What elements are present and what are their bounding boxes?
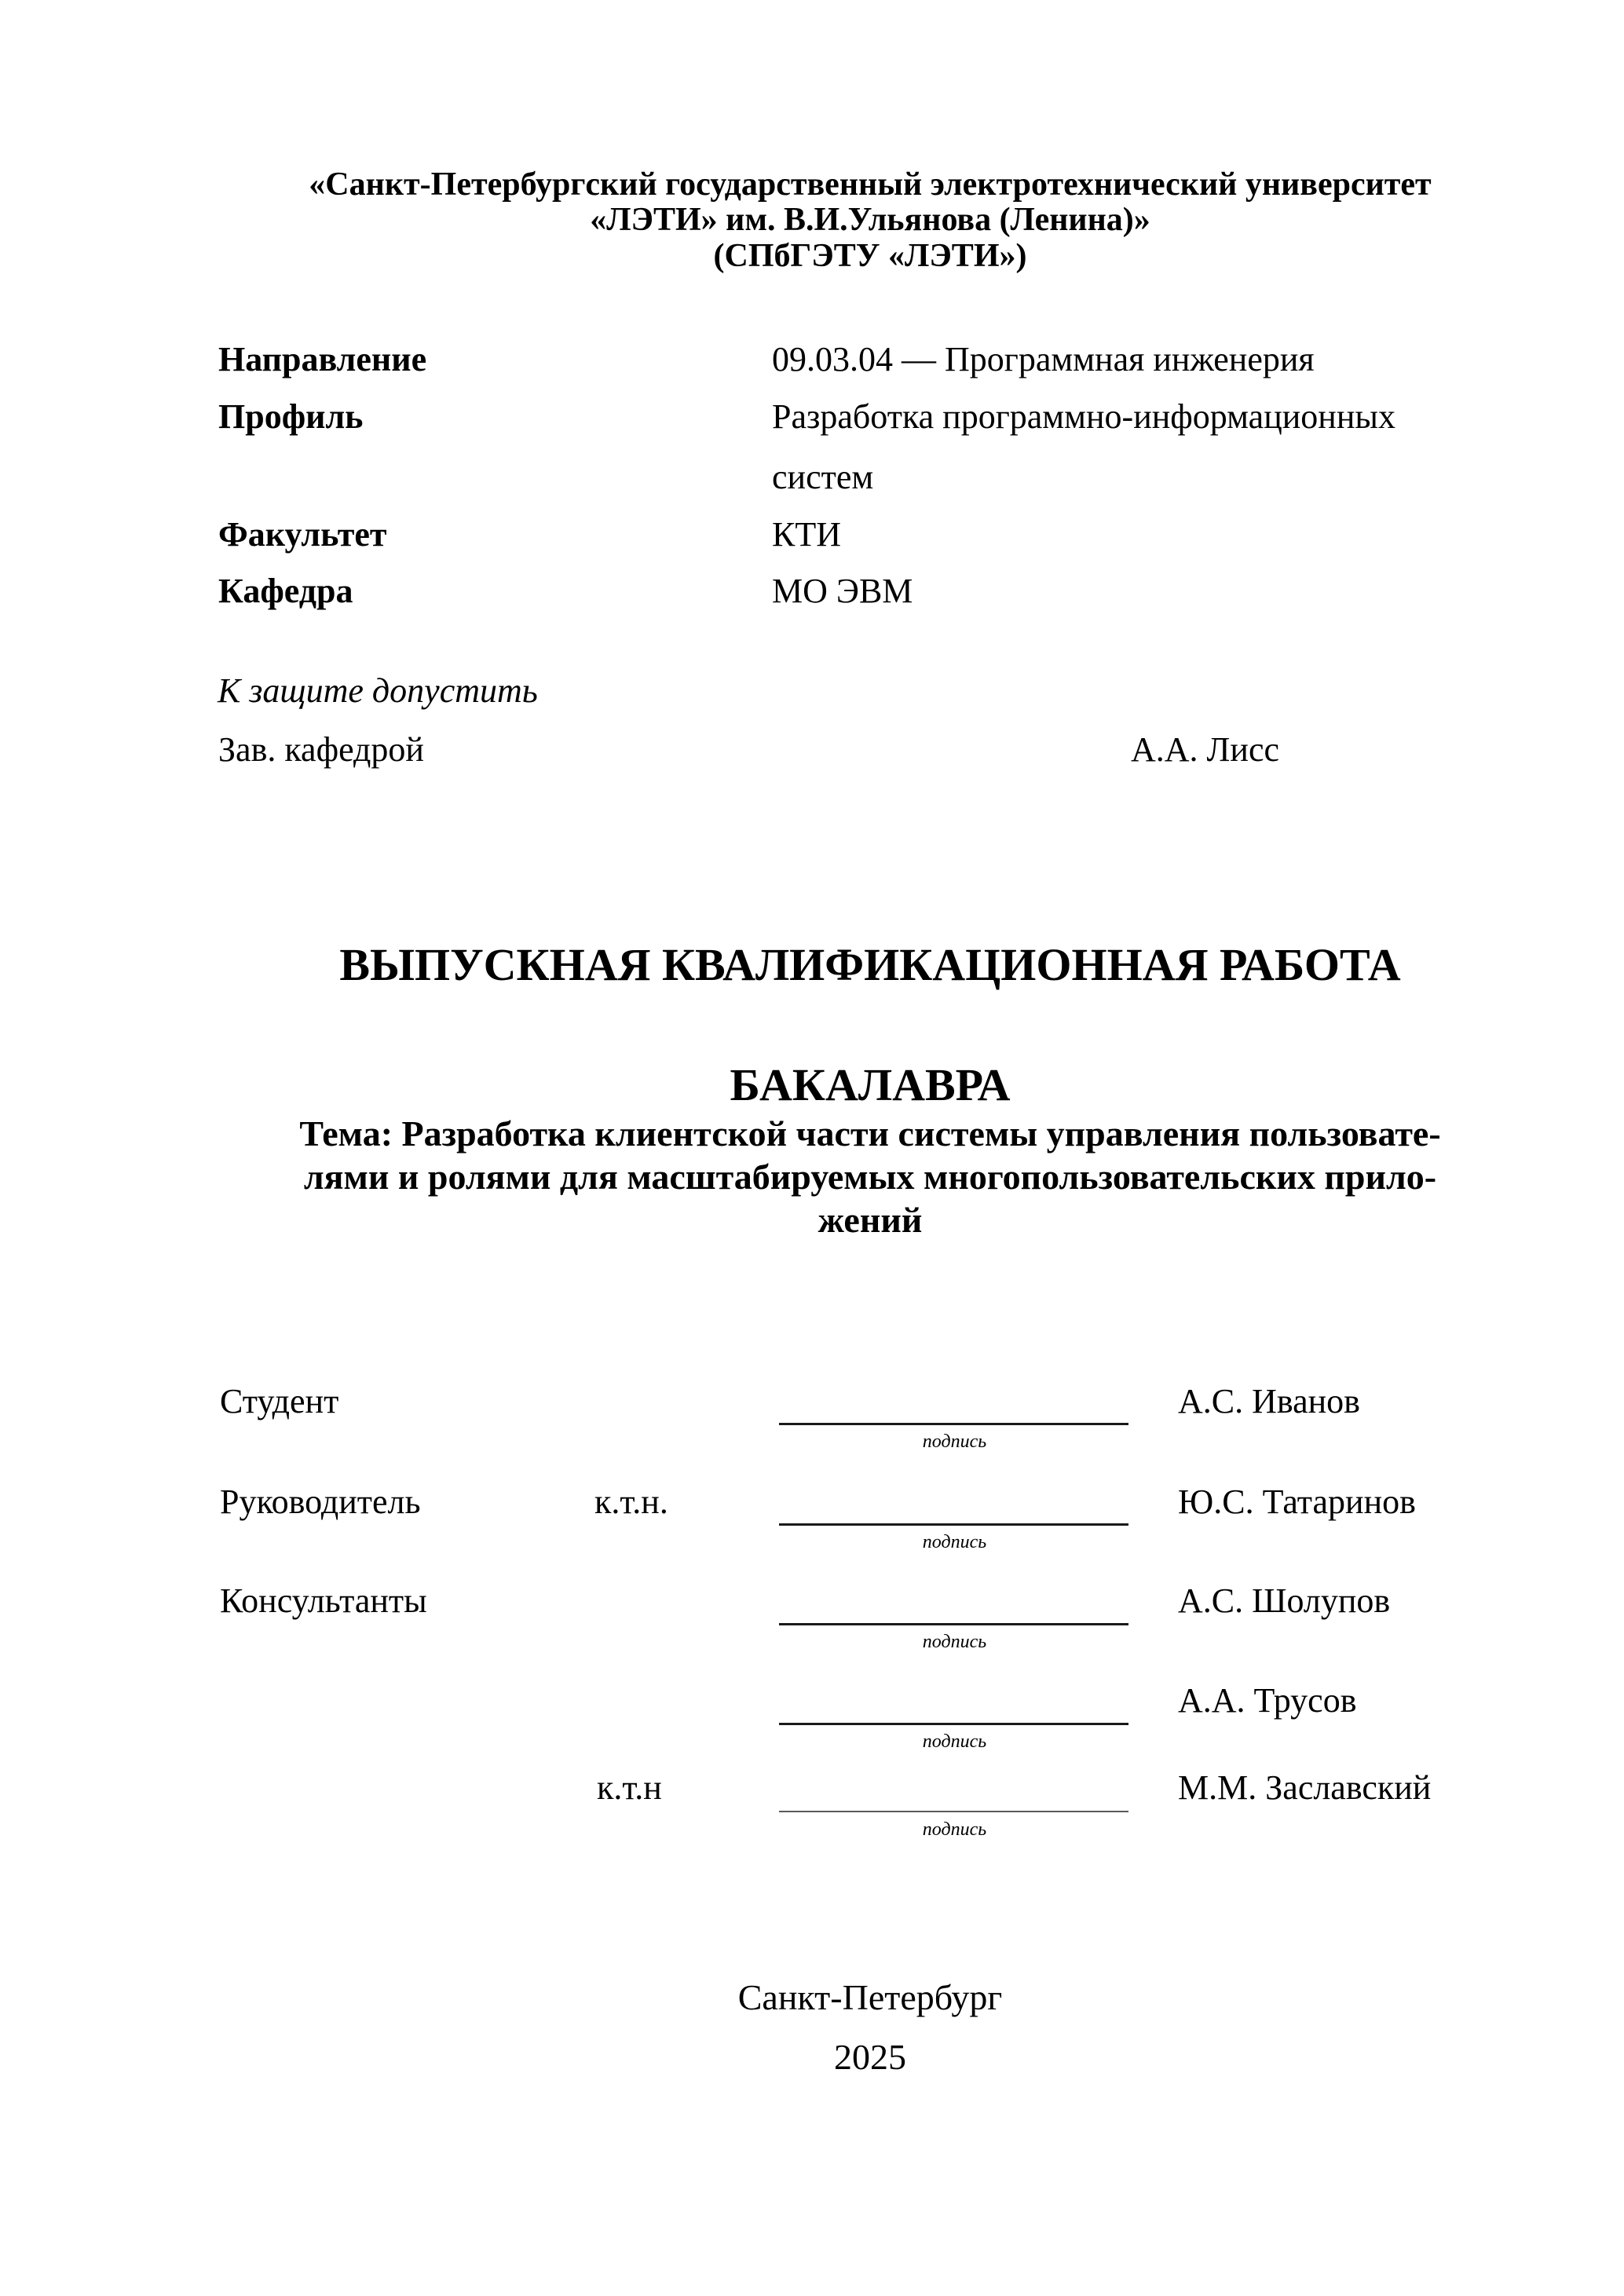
info-value-profile-continued: систем [772, 458, 874, 496]
info-value-faculty: КТИ [772, 515, 841, 554]
signature-name-student: А.С. Иванов [1178, 1382, 1360, 1420]
signature-caption: подпись [922, 1431, 987, 1452]
info-label-faculty: Факультет [218, 515, 387, 554]
signature-caption: подпись [922, 1819, 987, 1840]
info-value-department: МО ЭВМ [772, 572, 913, 610]
info-value-direction: 09.03.04 — Программная инженерия [772, 340, 1315, 378]
signature-role-student: Студент [220, 1382, 339, 1420]
topic-line-2: лями и ролями для масштабируемых многопользовательских прило- [303, 1157, 1437, 1197]
signature-line-supervisor [779, 1523, 1128, 1526]
document-title-line-2: БАКАЛАВРА [730, 1059, 1011, 1110]
footer-year: 2025 [834, 2037, 906, 2077]
info-label-department: Кафедра [218, 572, 353, 610]
signature-name-consultant-1: А.С. Шолупов [1178, 1581, 1391, 1620]
university-abbreviation: (СПбГЭТУ «ЛЭТИ») [713, 238, 1027, 274]
topic-line-1: Тема: Разработка клиентской части системы управления пользовате- [299, 1113, 1441, 1153]
signature-caption: подпись [922, 1632, 987, 1652]
signature-caption: подпись [922, 1731, 987, 1752]
signature-role-consultants: Консультанты [220, 1581, 427, 1620]
signature-line-consultant-3 [779, 1811, 1128, 1812]
info-label-profile: Профиль [218, 397, 364, 436]
head-of-department-name: А.А. Лисс [1131, 730, 1279, 769]
university-name-line-1: «Санкт-Петербургский государственный электротехнический университет [309, 166, 1432, 203]
signature-name-consultant-3: М.М. Заславский [1178, 1768, 1432, 1807]
signature-role-supervisor: Руководитель [220, 1483, 421, 1521]
signature-line-consultant-2 [779, 1723, 1128, 1725]
signature-name-supervisor: Ю.С. Татаринов [1178, 1483, 1416, 1521]
signature-degree-supervisor: к.т.н. [594, 1483, 668, 1521]
info-value-profile: Разработка программно-информационных [772, 397, 1395, 436]
footer-city: Санкт-Петербург [737, 1977, 1003, 2017]
signature-caption: подпись [922, 1532, 987, 1552]
head-of-department-label: Зав. кафедрой [218, 730, 424, 769]
info-label-direction: Направление [218, 340, 427, 378]
approval-text: К защите допустить [218, 671, 538, 710]
university-name-line-2: «ЛЭТИ» им. В.И.Ульянова (Ленина)» [590, 202, 1150, 238]
signature-line-student [779, 1423, 1128, 1425]
signature-line-consultant-1 [779, 1623, 1128, 1625]
document-title-line-1: ВЫПУСКНАЯ КВАЛИФИКАЦИОННАЯ РАБОТА [339, 939, 1401, 990]
topic-line-3: жений [817, 1200, 923, 1240]
signature-degree-consultant-3: к.т.н [597, 1768, 662, 1807]
signature-name-consultant-2: А.А. Трусов [1178, 1681, 1357, 1720]
